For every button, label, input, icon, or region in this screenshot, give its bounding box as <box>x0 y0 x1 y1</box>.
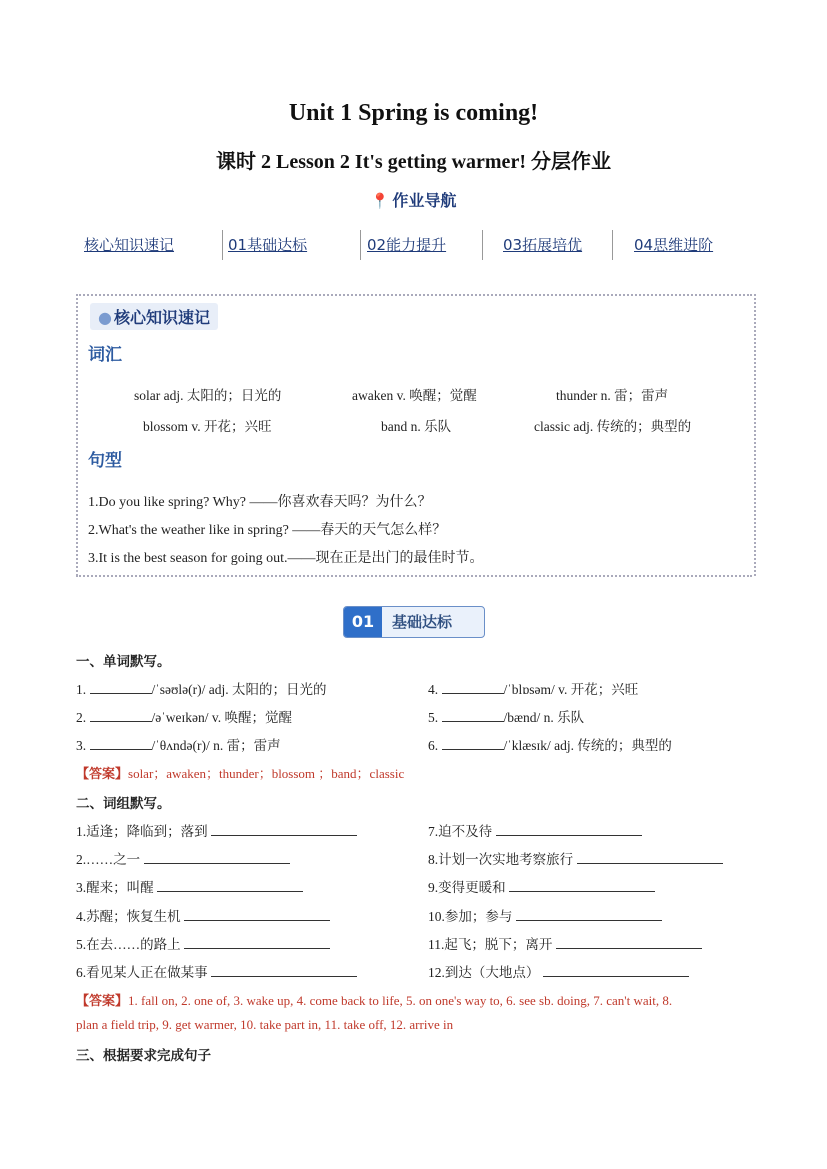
nav-link-01[interactable]: 01基础达标 <box>228 236 308 254</box>
sentence-item: 3.It is the best season for going out.——现在正是出门的最佳时节。 <box>88 551 484 566</box>
question-text: 7.迫不及待 <box>428 824 493 839</box>
box-border-bottom <box>76 575 752 577</box>
answer-blank[interactable] <box>90 709 152 722</box>
part2-heading: 二、词组默写。 <box>76 796 171 812</box>
answer-blank[interactable] <box>184 936 330 949</box>
nav-heading-label: 作业导航 <box>392 191 457 210</box>
answer-blank[interactable] <box>90 737 152 750</box>
page-subtitle: 课时 2 Lesson 2 It's getting warmer! 分层作业 <box>216 151 611 173</box>
answer-tag: 【答案】 <box>76 994 129 1009</box>
nav-divider <box>482 230 483 260</box>
question-text: /bænd/ n. 乐队 <box>503 710 585 725</box>
question-text: /ˈblɒsəm/ v. 开花；兴旺 <box>503 682 639 697</box>
section-badge <box>343 606 485 638</box>
answer-blank[interactable] <box>90 681 152 694</box>
phrase-question <box>428 961 689 981</box>
location-pin-icon: 📍 <box>370 192 390 210</box>
nav-divider <box>360 230 361 260</box>
page-title: Unit 1 Spring is coming! <box>288 100 539 126</box>
part1-answer <box>76 763 404 782</box>
word-question <box>428 678 638 698</box>
question-number: 3. <box>76 738 87 753</box>
answer-blank[interactable] <box>543 964 689 977</box>
answer-blank[interactable] <box>442 681 504 694</box>
answer-blank[interactable] <box>496 823 642 836</box>
sentence-heading: 句型 <box>88 451 122 471</box>
question-number: 4. <box>428 682 439 697</box>
part1-heading: 一、单词默写。 <box>76 654 171 670</box>
phrase-question <box>76 848 290 868</box>
answer-blank[interactable] <box>211 823 357 836</box>
vocab-item: classic adj. 传统的；典型的 <box>534 419 692 434</box>
phrase-question <box>76 905 330 925</box>
vocab-heading: 词汇 <box>88 345 122 365</box>
box-border-top <box>76 294 752 296</box>
question-text: 2.……之一 <box>76 852 141 867</box>
phrase-question <box>428 933 702 953</box>
answer-blank[interactable] <box>184 908 330 921</box>
sentence-item: 1.Do you like spring? Why? ——你喜欢春天吗？为什么？ <box>88 495 432 510</box>
answer-text: solar；awaken；thunder；blossom ；band；classic <box>128 766 405 781</box>
nav-link-core[interactable]: 核心知识速记 <box>84 236 175 254</box>
answer-text: 1. fall on, 2. one of, 3. wake up, 4. come back to life, 5. on one's way to, 6. see sb. doing, 7. can't wait, 8. <box>128 993 673 1008</box>
vocab-item: awaken v. 唤醒；觉醒 <box>352 388 477 403</box>
knowledge-heading <box>90 303 218 330</box>
word-question <box>76 734 281 754</box>
answer-blank[interactable] <box>144 851 290 864</box>
nav-link-03[interactable]: 03拓展培优 <box>503 236 583 254</box>
question-text: 5.在去……的路上 <box>76 937 181 952</box>
answer-blank[interactable] <box>556 936 702 949</box>
question-text: 12.到达（大地点） <box>428 965 540 980</box>
sentence-item: 2.What's the weather like in spring? ——春天的天气怎么样？ <box>88 523 447 538</box>
question-text: /ˈθʌndə(r)/ n. 雷；雷声 <box>151 738 281 753</box>
phrase-question <box>428 820 642 840</box>
answer-blank[interactable] <box>442 737 504 750</box>
question-text: 1.适逢；降临到；落到 <box>76 824 208 839</box>
vocab-item: solar adj. 太阳的；日光的 <box>134 388 282 403</box>
answer-tag: 【答案】 <box>76 767 129 782</box>
part3-heading: 三、根据要求完成句子 <box>76 1048 211 1064</box>
nav-heading <box>0 188 827 211</box>
question-text: 11.起飞；脱下；离开 <box>428 937 553 952</box>
question-text: 6.看见某人正在做某事 <box>76 965 208 980</box>
phrase-question <box>76 876 303 896</box>
phrase-question <box>428 876 655 896</box>
bullet-icon: ● <box>98 308 112 327</box>
word-question <box>76 706 292 726</box>
nav-bar <box>60 230 770 262</box>
word-question <box>428 706 584 726</box>
vocab-item: thunder n. 雷；雷声 <box>556 388 669 403</box>
question-text: /ˈklæsɪk/ adj. 传统的；典型的 <box>503 738 672 753</box>
phrase-question <box>76 933 330 953</box>
question-text: 9.变得更暖和 <box>428 880 506 895</box>
nav-link-02[interactable]: 02能力提升 <box>367 236 447 254</box>
question-text: 3.醒来；叫醒 <box>76 880 154 895</box>
question-text: 4.苏醒；恢复生机 <box>76 909 181 924</box>
answer-blank[interactable] <box>509 879 655 892</box>
question-number: 1. <box>76 682 87 697</box>
nav-divider <box>222 230 223 260</box>
question-number: 2. <box>76 710 87 725</box>
question-number: 5. <box>428 710 439 725</box>
phrase-question <box>428 905 662 925</box>
answer-blank[interactable] <box>577 851 723 864</box>
part2-answer <box>76 990 672 1009</box>
question-number: 6. <box>428 738 439 753</box>
vocab-item: blossom v. 开花；兴旺 <box>143 419 272 434</box>
answer-blank[interactable] <box>516 908 662 921</box>
phrase-question <box>76 961 357 981</box>
question-text: 10.参加；参与 <box>428 909 513 924</box>
nav-link-04[interactable]: 04思维进阶 <box>634 236 714 254</box>
section-label: 基础达标 <box>392 613 453 631</box>
part2-answer-cont: plan a field trip, 9. get warmer, 10. take part in, 11. take off, 12. arrive in <box>76 1017 454 1032</box>
nav-divider <box>612 230 613 260</box>
phrase-question <box>428 848 723 868</box>
section-number: 01 <box>344 607 382 637</box>
question-text: /ˈsəʊlə(r)/ adj. 太阳的；日光的 <box>151 682 327 697</box>
answer-blank[interactable] <box>211 964 357 977</box>
answer-blank[interactable] <box>157 879 303 892</box>
word-question <box>428 734 672 754</box>
vocab-item: band n. 乐队 <box>381 419 452 434</box>
question-text: 8.计划一次实地考察旅行 <box>428 852 574 867</box>
word-question <box>76 678 327 698</box>
knowledge-heading-label: 核心知识速记 <box>113 308 210 327</box>
question-text: /əˈweɪkən/ v. 唤醒；觉醒 <box>151 710 292 725</box>
answer-blank[interactable] <box>442 709 504 722</box>
phrase-question <box>76 820 357 840</box>
